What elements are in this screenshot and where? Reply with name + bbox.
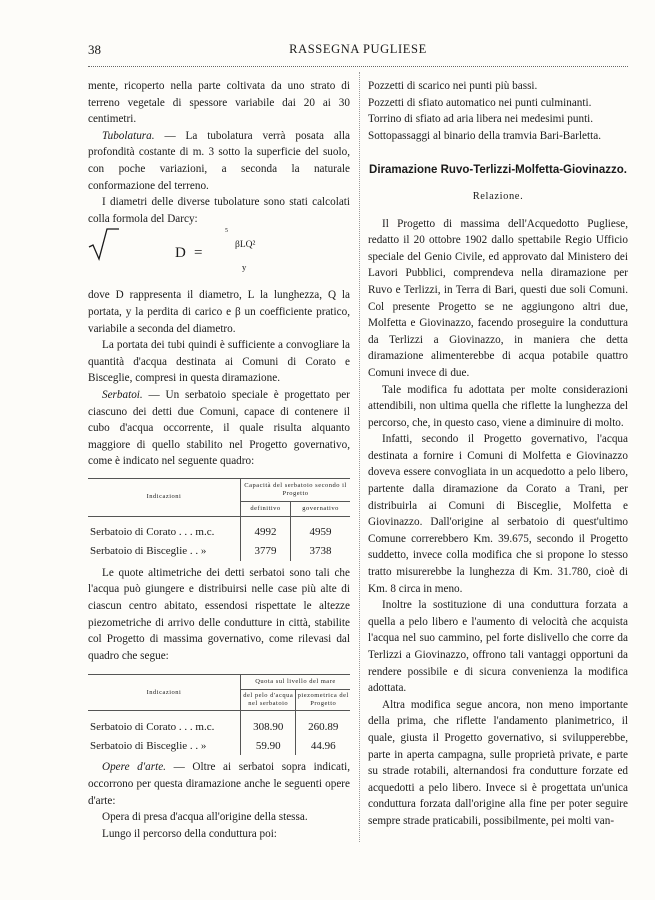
table-row bbox=[88, 523, 350, 542]
cell-value: 44.96 bbox=[296, 736, 350, 755]
col-header-indicazioni: Indicazioni bbox=[146, 493, 182, 501]
section-head: Serbatoi. bbox=[102, 388, 143, 401]
paragraph: dove D rappresenta il diametro, L la lunghezza, Q la portata, y la perdita di carico e β un coefficiente pratico, variabile a seconda del diametro. bbox=[88, 289, 350, 335]
list-item: Sottopassaggi al binario della tramvia Bari-Barletta. bbox=[368, 129, 602, 142]
table-row bbox=[88, 542, 350, 561]
col-header-a: del pelo d'acqua nel serbatoio bbox=[241, 690, 296, 711]
page-header bbox=[88, 42, 628, 58]
paragraph: Serbatoi. — Un serbatoio speciale è progettato per ciascuno dei detti due Comuni, capace di contenere il cubo d'acqua occorrente, il quale risulta alquanto maggiore di quello stabilito nel Progetto governativo, come è indicato nel seguente quadro: bbox=[88, 388, 350, 468]
paragraph: Lungo il percorso della conduttura poi: bbox=[102, 827, 277, 840]
col-header-b: governativo bbox=[291, 501, 350, 516]
running-title: RASSEGNA PUGLIESE bbox=[289, 42, 427, 56]
col-group-header: Capacità del serbatoio secondo il Progetto bbox=[241, 478, 351, 501]
table-row bbox=[88, 736, 350, 755]
formula-denominator: y bbox=[242, 262, 247, 273]
list-item: Pozzetti di scarico nei punti più bassi. bbox=[368, 80, 538, 92]
cell-value: 3738 bbox=[291, 542, 350, 561]
cell-value: 3779 bbox=[241, 542, 291, 561]
paragraph: Il Progetto di massima dell'Acquedotto Pugliese, redatto il 20 ottobre 1902 dallo spettabile Regio Ufficio speciale del Genio Civile, ed approvato dal Ministero dei Lavori Pubblici, comprendeva nella diramazione per Ruvo e Terlizzi, in Terra di Bari, questi due soli Comuni. Col presente Progetto se ne aggiungono altri due, Molfetta e Giovinazzo, facendo proseguire la conduttura da Terlizzi a Giovinazzo, in maniera che detta diramazione alimenterebbe di acqua potabile quattro Comuni invece di due. bbox=[368, 217, 628, 379]
formula-lhs: D bbox=[175, 245, 186, 262]
paragraph: Le quote altimetriche dei detti serbatoi sono tali che l'acqua può giungere e distribuirsi nelle case più alte di ciascun centro abitato, essendosi rispettate le altezze piezometriche di arrivo delle condutture in città, stabilite col Progetto di massima governativo, come rilevasi dal quadro che segue: bbox=[88, 566, 350, 662]
paragraph: Infatti, secondo il Progetto governativo, l'acqua destinata a fornire i Comuni di Molfetta e Giovinazzo doveva essere convogliata in un acquedotto a pelo libero, partente dalla diramazione da Corato a Trani, per distribuirla ai Comuni di Bisceglie, Molfetta e Giovinazzo. Dall'origine al serbatoio di quest'ultimo Comune correrebbero Km. 39.675, secondo il Progetto suddetto, invece colla modifica che si propone lo stesso tratto misurerebbe la lunghezza di Km. 31.780, cioè di Km. 8 circa in meno. bbox=[368, 433, 628, 595]
paragraph: Tubolatura. — La tubolatura verrà posata alla profondità costante di m. 3 sotto la superficie del suolo, con poche variazioni, a seconda la naturale conformazione del terreno. bbox=[88, 129, 350, 192]
reservoir-capacity-table bbox=[88, 478, 350, 561]
section-title: Diramazione Ruvo-Terlizzi-Molfetta-Giovinazzo. bbox=[369, 164, 627, 177]
root-index: 5 bbox=[225, 228, 228, 235]
paragraph: Opere d'arte. — Oltre ai serbatoi sopra indicati, occorrono per questa diramazione anche le seguenti opere d'arte: bbox=[88, 761, 350, 807]
col-group-header: Quota sul livello del mare bbox=[241, 675, 351, 690]
cell-value: 308.90 bbox=[241, 717, 296, 736]
header-rule bbox=[88, 66, 628, 67]
list-item: Torrino di sfiato ad aria libera nei medesimi punti. bbox=[368, 113, 594, 126]
paragraph: mente, ricoperto nella parte coltivata da uno strato di terreno vegetale di spessore variabile dai 20 ai 30 centimetri. bbox=[88, 80, 350, 126]
paragraph: I diametri delle diverse tubolature sono stati calcolati colla formola del Darcy: bbox=[88, 196, 350, 225]
cell-value: 59.90 bbox=[241, 736, 296, 755]
col-header-a: definitivo bbox=[241, 501, 291, 516]
cell-value: 4992 bbox=[241, 523, 291, 542]
cell-value: 260.89 bbox=[296, 717, 350, 736]
paragraph: Inoltre la sostituzione di una conduttura forzata a quella a pelo libero e l'aumento di velocità che acquista l'acqua nel suo cammino, pel forte dislivello che corre da Terlizzi a Giovinazzo, offrono tali vantaggi opportuni da rendere possibile e di sicura convenienza la modifica adottata. bbox=[368, 599, 628, 695]
page-number: 38 bbox=[88, 42, 101, 57]
row-label: Serbatoio di Bisceglie . . » bbox=[90, 739, 207, 752]
col-header-indicazioni: Indicazioni bbox=[146, 688, 182, 696]
section-head: Opere d'arte. bbox=[102, 761, 166, 774]
row-label: Serbatoio di Corato . . . m.c. bbox=[90, 526, 215, 539]
left-column bbox=[88, 78, 350, 842]
section-subtitle: Relazione. bbox=[472, 190, 524, 202]
formula-equals: = bbox=[194, 245, 203, 262]
paragraph: Tale modifica fu adottata per molte considerazioni attendibili, non ultima quella che riflette la lunghezza del percorso, che, in questo caso, viene a diminuire di molto. bbox=[368, 383, 628, 429]
column-divider bbox=[359, 72, 360, 842]
col-header-b: piezometrica del Progetto bbox=[296, 690, 350, 711]
right-column bbox=[368, 78, 628, 830]
radical-sign-icon bbox=[88, 227, 120, 261]
row-label: Serbatoio di Corato . . . m.c. bbox=[90, 720, 215, 733]
radicand: βLQ² bbox=[235, 240, 256, 251]
darcy-formula bbox=[88, 227, 350, 287]
paragraph: Altra modifica segue ancora, non meno importante della prima, che riflette l'andamento planimetrico, il quale, giusta il Progetto governativo, si svilupperebbe, parte in aperta campagna, sulle proprietà private, e parte su strade rotabili, alternandosi fra condutture forzate ed acquedotti a pelo libero. Invece si è progettata un'unica conduttura forzata dall'origine alla fine per poter seguire sempre strade praticabili, possibilmente, pei molti van- bbox=[368, 698, 628, 827]
list-item: Pozzetti di sfiato automatico nei punti culminanti. bbox=[368, 96, 592, 109]
paragraph: Opera di presa d'acqua all'origine della stessa. bbox=[102, 811, 308, 824]
cell-value: 4959 bbox=[291, 523, 350, 542]
paragraph: La portata dei tubi quindi è sufficiente a convogliare la quantità d'acqua destinata ai Comuni di Corato e Bisceglie, compresi in questa diramazione. bbox=[88, 339, 350, 385]
row-label: Serbatoio di Bisceglie . . » bbox=[90, 545, 207, 558]
section-head: Tubolatura. bbox=[102, 129, 155, 142]
elevation-table bbox=[88, 674, 350, 755]
table-row bbox=[88, 717, 350, 736]
